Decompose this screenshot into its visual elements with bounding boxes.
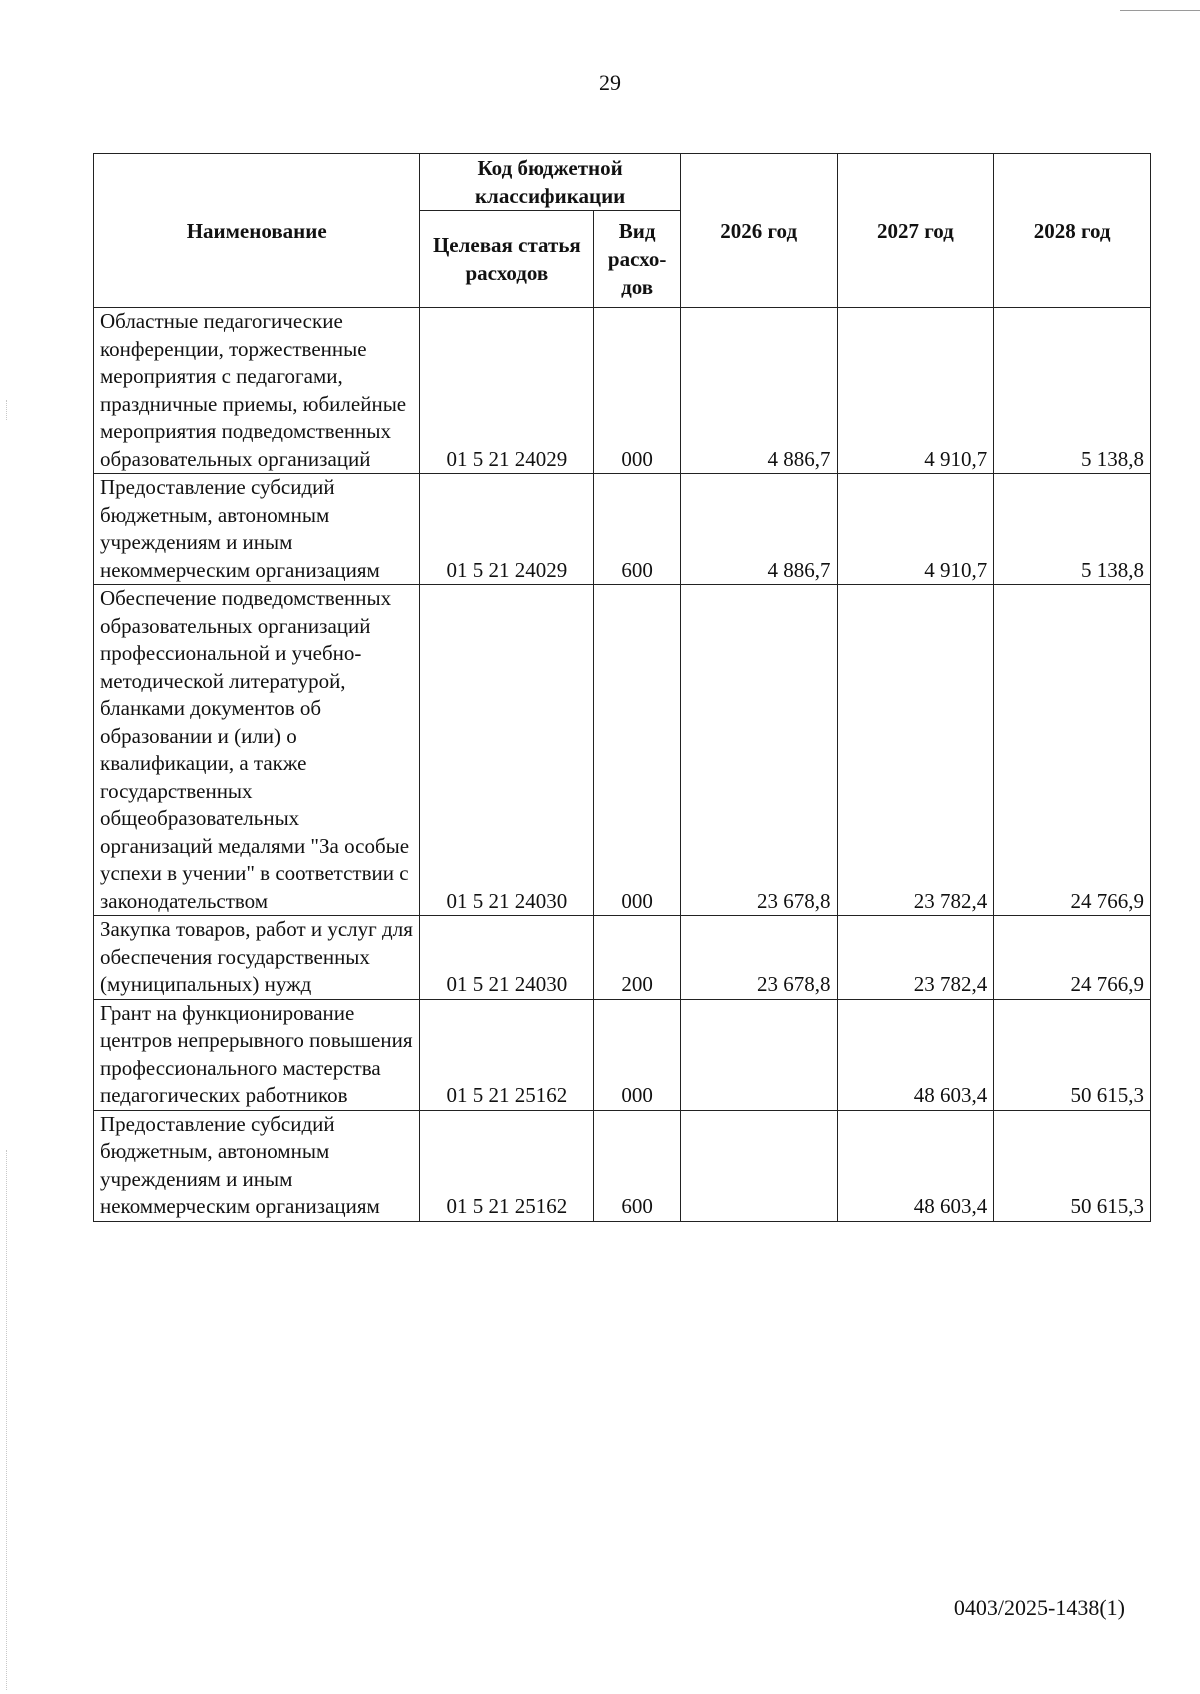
row-code: 01 5 21 24030 — [420, 585, 594, 916]
header-year-2027: 2027 год — [837, 154, 994, 308]
row-type: 200 — [594, 916, 680, 1000]
header-target-article: Целевая статья расходов — [420, 211, 594, 308]
header-expense-type: Вид расхо-дов — [594, 211, 680, 308]
row-2028: 50 615,3 — [994, 999, 1151, 1110]
row-type: 000 — [594, 999, 680, 1110]
row-2026: 4 886,7 — [680, 308, 837, 474]
budget-table — [93, 153, 1151, 1222]
row-type: 000 — [594, 585, 680, 916]
table-row — [94, 999, 1151, 1110]
row-2027: 48 603,4 — [837, 1110, 994, 1221]
table-row — [94, 916, 1151, 1000]
row-code: 01 5 21 24029 — [420, 308, 594, 474]
header-name: Наименование — [94, 154, 420, 308]
header-year-2028: 2028 год — [994, 154, 1151, 308]
row-2027: 23 782,4 — [837, 585, 994, 916]
row-code: 01 5 21 24029 — [420, 474, 594, 585]
page-number: 29 — [599, 70, 621, 95]
margin-dots-top — [6, 400, 9, 420]
row-code: 01 5 21 25162 — [420, 1110, 594, 1221]
row-name: Предоставление субсидий бюджетным, автономным учреждениям и иным некоммерческим организациям — [94, 1110, 420, 1221]
table-row — [94, 308, 1151, 474]
table-row — [94, 474, 1151, 585]
header-year-2026: 2026 год — [680, 154, 837, 308]
row-2028: 24 766,9 — [994, 585, 1151, 916]
row-2028: 5 138,8 — [994, 308, 1151, 474]
header-code-group: Код бюджетной классификации — [420, 154, 680, 211]
row-2026: 23 678,8 — [680, 585, 837, 916]
row-2027: 4 910,7 — [837, 308, 994, 474]
row-2027: 23 782,4 — [837, 916, 994, 1000]
document-number: 0403/2025-1438(1) — [953, 1595, 1125, 1620]
row-2026 — [680, 999, 837, 1110]
row-type: 000 — [594, 308, 680, 474]
corner-mark — [1120, 0, 1200, 11]
row-type: 600 — [594, 474, 680, 585]
row-name: Предоставление субсидий бюджетным, автономным учреждениям и иным некоммерческим организациям — [94, 474, 420, 585]
row-2026 — [680, 1110, 837, 1221]
row-2026: 4 886,7 — [680, 474, 837, 585]
row-name: Закупка товаров, работ и услуг для обеспечения государственных (муниципальных) нужд — [94, 916, 420, 1000]
row-name: Грант на функционирование центров непрерывного повышения профессионального мастерства педагогических работников — [94, 999, 420, 1110]
table-body — [94, 308, 1151, 1222]
table-row — [94, 1110, 1151, 1221]
row-2028: 5 138,8 — [994, 474, 1151, 585]
row-2026: 23 678,8 — [680, 916, 837, 1000]
margin-dots-bottom — [6, 1150, 9, 1690]
row-2028: 24 766,9 — [994, 916, 1151, 1000]
row-2027: 4 910,7 — [837, 474, 994, 585]
row-2027: 48 603,4 — [837, 999, 994, 1110]
table-row — [94, 585, 1151, 916]
row-2028: 50 615,3 — [994, 1110, 1151, 1221]
row-type: 600 — [594, 1110, 680, 1221]
row-code: 01 5 21 25162 — [420, 999, 594, 1110]
row-name: Обеспечение подведомственных образовательных организаций профессиональной и учебно-методической литературой, бланками документов об образовании и (или) о квалификации, а также государственных общеобразовательных организаций медалями "За особые успехи в учении" в соответствии с законодательством — [94, 585, 420, 916]
row-code: 01 5 21 24030 — [420, 916, 594, 1000]
row-name: Областные педагогические конференции, торжественные мероприятия с педагогами, праздничные приемы, юбилейные мероприятия подведомственных образовательных организаций — [94, 308, 420, 474]
